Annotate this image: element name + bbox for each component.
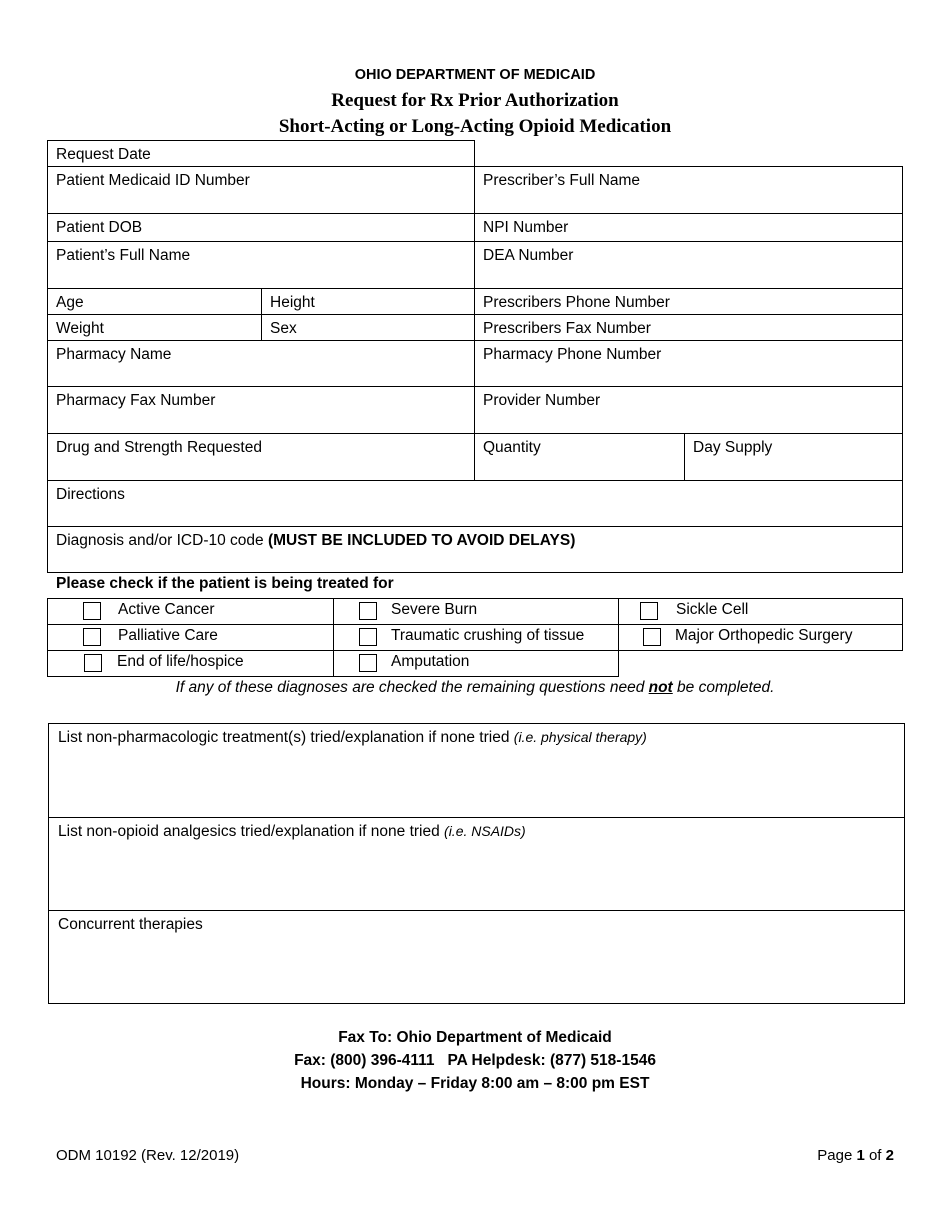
severe-burn-label: Severe Burn	[391, 601, 478, 618]
conditions-heading: Please check if the patient is being treated for	[56, 575, 394, 592]
provider-number-label: Provider Number	[483, 392, 601, 409]
conditions-cell	[618, 598, 903, 625]
concurrent-therapies-field[interactable]	[48, 910, 905, 1004]
note-emphasis: not	[648, 679, 673, 696]
conditions-note	[0, 679, 950, 697]
request-date-field[interactable]	[47, 140, 475, 167]
amputation-label: Amputation	[391, 653, 470, 670]
prescriber-phone-label: Prescribers Phone Number	[483, 294, 670, 311]
sex-label: Sex	[270, 320, 297, 337]
dea-number-field[interactable]	[474, 241, 903, 289]
directions-label: Directions	[56, 486, 125, 503]
pharmacy-fax-label: Pharmacy Fax Number	[56, 392, 216, 409]
agency-name: OHIO DEPARTMENT OF MEDICAID	[354, 67, 596, 83]
form-number: ODM 10192 (Rev. 12/2019)	[56, 1147, 240, 1164]
prescriber-name-label: Prescriber’s Full Name	[483, 172, 641, 189]
patient-full-name-label: Patient’s Full Name	[56, 247, 191, 264]
pharmacy-phone-label: Pharmacy Phone Number	[483, 346, 662, 363]
patient-dob-field[interactable]	[47, 213, 475, 242]
non-pharmacologic-label: List non-pharmacologic treatment(s) tried/explanation if none tried	[58, 729, 514, 746]
patient-full-name-field[interactable]	[47, 241, 475, 289]
age-label: Age	[56, 294, 84, 311]
form-subtitle: Short-Acting or Long-Acting Opioid Medication	[278, 116, 672, 137]
prescriber-name-field[interactable]	[474, 166, 903, 214]
provider-number-field[interactable]	[474, 386, 903, 434]
office-hours: Hours: Monday – Friday 8:00 am – 8:00 pm EST	[300, 1075, 650, 1092]
sex-field[interactable]	[261, 314, 475, 341]
traumatic-crushing-checkbox[interactable]	[359, 628, 377, 646]
quantity-field[interactable]	[474, 433, 685, 481]
non-pharmacologic-hint: (i.e. physical therapy)	[513, 729, 647, 745]
major-orthopedic-surgery-label: Major Orthopedic Surgery	[675, 627, 853, 644]
patient-dob-label: Patient DOB	[56, 219, 143, 236]
npi-number-label: NPI Number	[483, 219, 569, 236]
major-orthopedic-surgery-checkbox[interactable]	[643, 628, 661, 646]
severe-burn-checkbox[interactable]	[359, 602, 377, 620]
page-current: 1	[856, 1147, 865, 1164]
day-supply-field[interactable]	[684, 433, 903, 481]
height-label: Height	[270, 294, 315, 311]
age-field[interactable]	[47, 288, 262, 315]
page-total: 2	[885, 1147, 894, 1164]
palliative-care-label: Palliative Care	[118, 627, 218, 644]
request-date-label: Request Date	[56, 146, 151, 163]
diagnosis-label: Diagnosis and/or ICD-10 code	[56, 532, 268, 549]
dea-number-label: DEA Number	[483, 247, 574, 264]
prescriber-phone-field[interactable]	[474, 288, 903, 315]
sickle-cell-checkbox[interactable]	[640, 602, 658, 620]
fax-helpdesk-numbers: Fax: (800) 396-4111 PA Helpdesk: (877) 518-1546	[294, 1052, 656, 1069]
diagnosis-warning: (MUST BE INCLUDED TO AVOID DELAYS)	[267, 532, 576, 549]
note-text-start: If any of these diagnoses are checked the remaining questions need	[175, 679, 649, 696]
pharmacy-name-label: Pharmacy Name	[56, 346, 172, 363]
non-opioid-hint: (i.e. NSAIDs)	[444, 823, 526, 839]
fax-to: Fax To: Ohio Department of Medicaid	[338, 1029, 612, 1046]
patient-medicaid-id-label: Patient Medicaid ID Number	[56, 172, 250, 189]
weight-field[interactable]	[47, 314, 262, 341]
page-prefix: Page	[817, 1147, 857, 1164]
npi-number-field[interactable]	[474, 213, 903, 242]
pharmacy-phone-field[interactable]	[474, 340, 903, 387]
active-cancer-checkbox[interactable]	[83, 602, 101, 620]
page-mid: of	[864, 1147, 886, 1164]
concurrent-therapies-label: Concurrent therapies	[58, 916, 203, 933]
diagnosis-field[interactable]	[47, 526, 903, 573]
non-pharmacologic-treatment-field[interactable]	[48, 723, 905, 818]
drug-strength-field[interactable]	[47, 433, 475, 481]
pharmacy-name-field[interactable]	[47, 340, 475, 387]
weight-label: Weight	[56, 320, 104, 337]
note-text-end: be completed.	[672, 679, 775, 696]
sickle-cell-label: Sickle Cell	[676, 601, 749, 618]
page-number	[817, 1147, 894, 1164]
amputation-checkbox[interactable]	[359, 654, 377, 672]
active-cancer-label: Active Cancer	[118, 601, 215, 618]
end-of-life-label: End of life/hospice	[117, 653, 244, 670]
prescriber-fax-label: Prescribers Fax Number	[483, 320, 651, 337]
directions-field[interactable]	[47, 480, 903, 527]
patient-medicaid-id-field[interactable]	[47, 166, 475, 214]
drug-strength-label: Drug and Strength Requested	[56, 439, 262, 456]
prescriber-fax-field[interactable]	[474, 314, 903, 341]
traumatic-crushing-label: Traumatic crushing of tissue	[391, 627, 585, 644]
form-title: Request for Rx Prior Authorization	[331, 90, 619, 111]
non-opioid-analgesics-field[interactable]	[48, 817, 905, 911]
palliative-care-checkbox[interactable]	[83, 628, 101, 646]
day-supply-label: Day Supply	[693, 439, 773, 456]
height-field[interactable]	[261, 288, 475, 315]
non-opioid-label: List non-opioid analgesics tried/explanation if none tried	[58, 823, 445, 840]
pharmacy-fax-field[interactable]	[47, 386, 475, 434]
quantity-label: Quantity	[483, 439, 541, 456]
end-of-life-checkbox[interactable]	[84, 654, 102, 672]
